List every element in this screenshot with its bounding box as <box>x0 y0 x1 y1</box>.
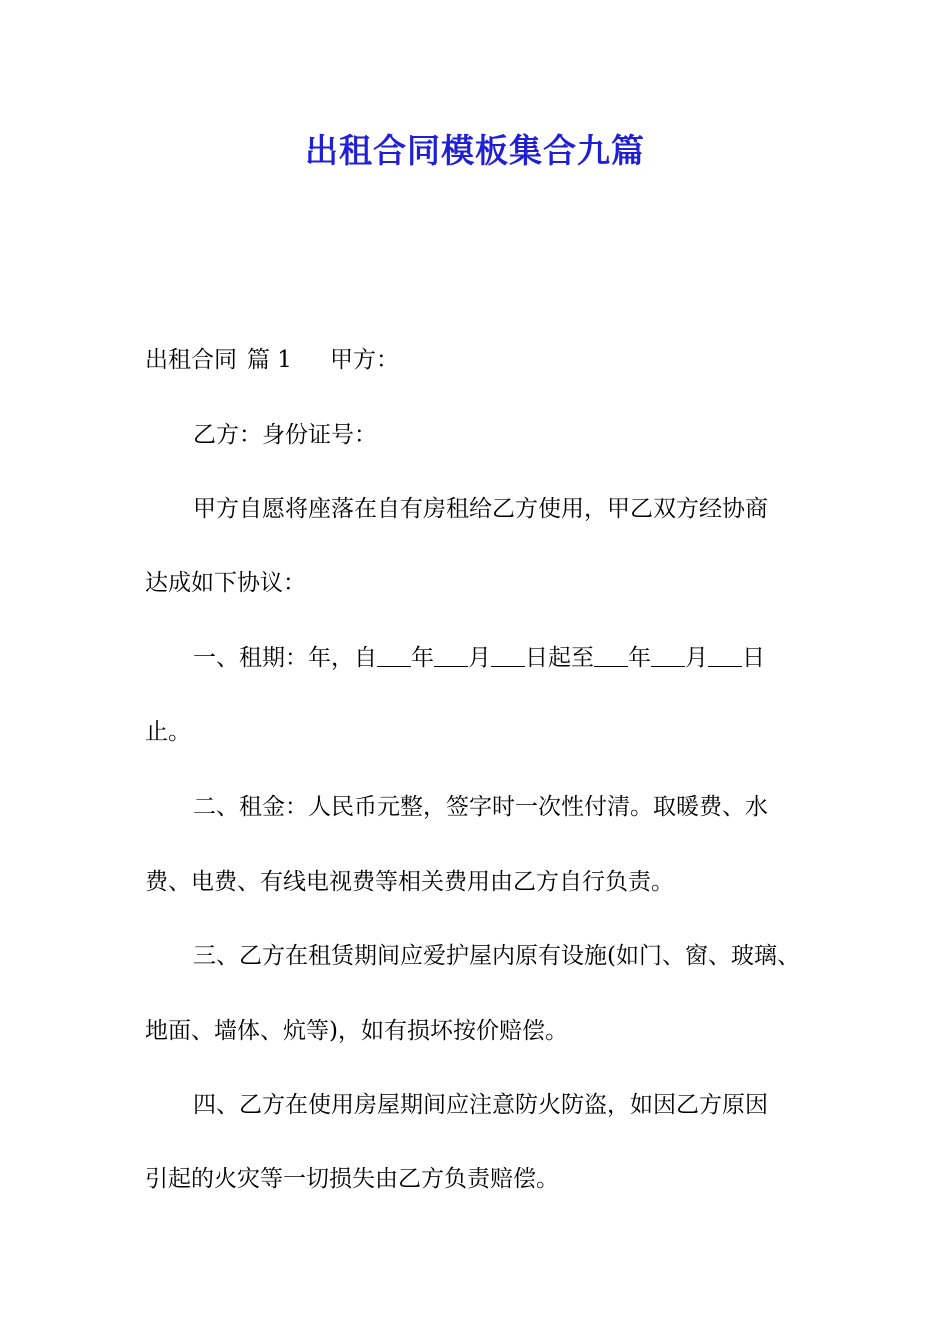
clause-1-year-2: 年 <box>628 645 651 671</box>
blank-line <box>651 646 685 667</box>
intro-line-2: 达成如下协议： <box>145 570 306 596</box>
heading-number: 篇 1 <box>247 347 292 373</box>
clause-4-line-1: 四、乙方在使用房屋期间应注意防火防盗，如因乙方原因 <box>193 1092 768 1118</box>
heading-label: 出租合同 <box>145 347 237 373</box>
blank-line <box>708 646 742 667</box>
document-title: 出租合同模板集合九篇 <box>305 131 645 170</box>
section-heading <box>145 343 815 377</box>
clause-3-line-2: 地面、墙体、炕等)，如有损坏按价赔偿。 <box>145 1018 568 1044</box>
clause-2-line-2: 费、电费、有线电视费等相关费用由乙方自行负责。 <box>145 869 674 895</box>
blank-line <box>377 646 411 667</box>
clause-1-month: 月 <box>468 645 491 671</box>
clause-1-month-2: 月 <box>685 645 708 671</box>
clause-4-line-2: 引起的火灾等一切损失由乙方负责赔偿。 <box>145 1166 559 1192</box>
clause-1-line-1 <box>193 641 863 675</box>
clause-1-year: 年 <box>411 645 434 671</box>
clause-3-line-1: 三、乙方在租赁期间应爱护屋内原有设施(如门、窗、玻璃、 <box>193 943 800 969</box>
clause-1-day-from: 日起至 <box>525 645 594 671</box>
clause-1-day-to: 日 <box>742 645 765 671</box>
clause-1-prefix: 一、租期：年，自 <box>193 645 377 671</box>
blank-line <box>594 646 628 667</box>
party-b-line: 乙方：身份证号： <box>193 422 377 448</box>
blank-line <box>491 646 525 667</box>
party-a-label: 甲方： <box>329 347 399 373</box>
intro-line-1: 甲方自愿将座落在自有房租给乙方使用，甲乙双方经协商 <box>193 496 768 522</box>
clause-1-line-2: 止。 <box>145 719 191 745</box>
blank-line <box>434 646 468 667</box>
clause-2-line-1: 二、租金：人民币元整，签字时一次性付清。取暖费、水 <box>193 794 768 820</box>
